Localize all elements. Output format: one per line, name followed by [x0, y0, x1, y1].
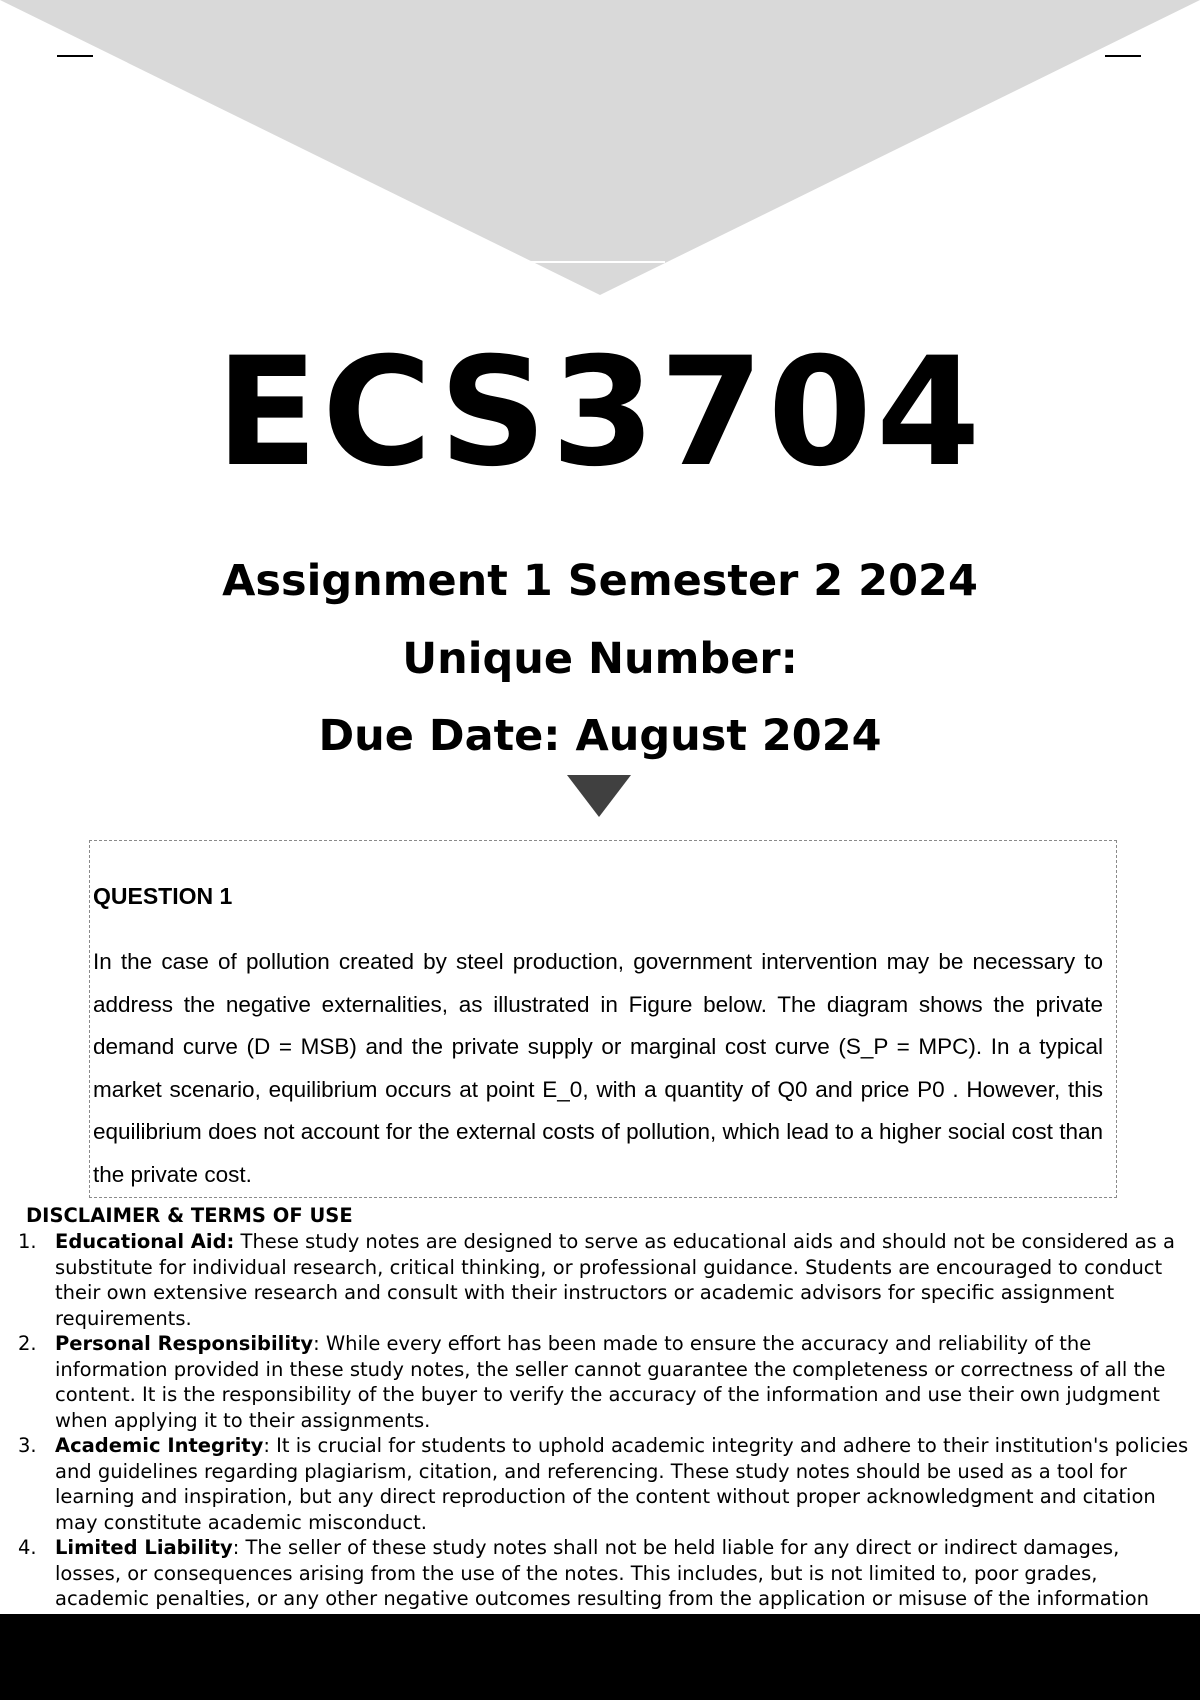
question-body: In the case of pollution created by steel production, government intervention may be necessary to address the negative externalities, as illustrated in Figure below. The diagram shows the private demand curve (D = MSB) and the private supply or marginal cost curve (S_P = MPC). In a typical market scenario, equilibrium occurs at point E_0, with a quantity of Q0 and price P0 . However, this equilibrium does not account for the external costs of pollution, which lead to a higher social cost than the private cost.: [93, 949, 1103, 1187]
disclaimer-item-term: Academic Integrity: [55, 1434, 264, 1457]
disclaimer-title: DISCLAIMER & TERMS OF USE: [26, 1204, 353, 1227]
footer-black-bar: [0, 1614, 1200, 1700]
down-arrow-icon: [567, 775, 631, 817]
disclaimer-item-number: 3.: [18, 1434, 37, 1457]
question-text-box: [89, 840, 1117, 1198]
disclaimer-item-number: 4.: [18, 1536, 37, 1559]
unique-number-label: Unique Number:: [402, 634, 798, 684]
disclaimer-item-number: 2.: [18, 1332, 37, 1355]
header-rule-right: [1105, 55, 1141, 57]
disclaimer-item-number: 1.: [18, 1230, 37, 1253]
due-date-label: Due Date: August 2024: [318, 711, 882, 761]
disclaimer-item-term: Personal Responsibility: [55, 1332, 314, 1355]
question-title: QUESTION 1: [93, 883, 233, 909]
disclaimer-item-term: Educational Aid:: [55, 1230, 235, 1253]
assignment-subtitle: Assignment 1 Semester 2 2024: [222, 556, 978, 606]
disclaimer-item: [0, 1229, 1190, 1331]
disclaimer-item: [0, 1433, 1190, 1535]
header-rule-left: [57, 55, 93, 57]
disclaimer-item-term: Limited Liability: [55, 1536, 233, 1559]
disclaimer-item-text: : The seller of these study notes shall not be held liable for any direct or indirect damages, losses, or consequences arising from the use of the notes. This includes, but is not limited to, poor grades, academic penalties, or any other negative outcomes resulting from the application or misuse of the information: [55, 1536, 1150, 1610]
disclaimer-item-text: : It is crucial for students to uphold academic integrity and adhere to their institution's policies and guidelines regarding plagiarism, citation, and referencing. These study notes should be used as a tool for learning and inspiration, but any direct reproduction of the content without proper acknowledgment and citation may constitute academic misconduct.: [55, 1434, 1189, 1534]
header-chevron-banner: [0, 0, 1200, 300]
chevron-shape: [0, 0, 1200, 295]
disclaimer-item-text: These study notes are designed to serve as educational aids and should not be considered as a substitute for individual research, critical thinking, or professional guidance. Students are encouraged to conduct their own extensive research and consult with their instructors or academic advisors for specific assignment requirements.: [55, 1230, 1175, 1330]
course-code-title: ECS3704: [215, 326, 985, 500]
disclaimer-item: [0, 1535, 1190, 1612]
disclaimer-item: [0, 1331, 1190, 1433]
disclaimer-list: [0, 1229, 1190, 1612]
disclaimer-item-text: : While every effort has been made to ensure the accuracy and reliability of the information provided in these study notes, the seller cannot guarantee the completeness or correctness of all the content. It is the responsibility of the buyer to verify the accuracy of the information and use their own judgment when applying it to their assignments.: [55, 1332, 1166, 1432]
